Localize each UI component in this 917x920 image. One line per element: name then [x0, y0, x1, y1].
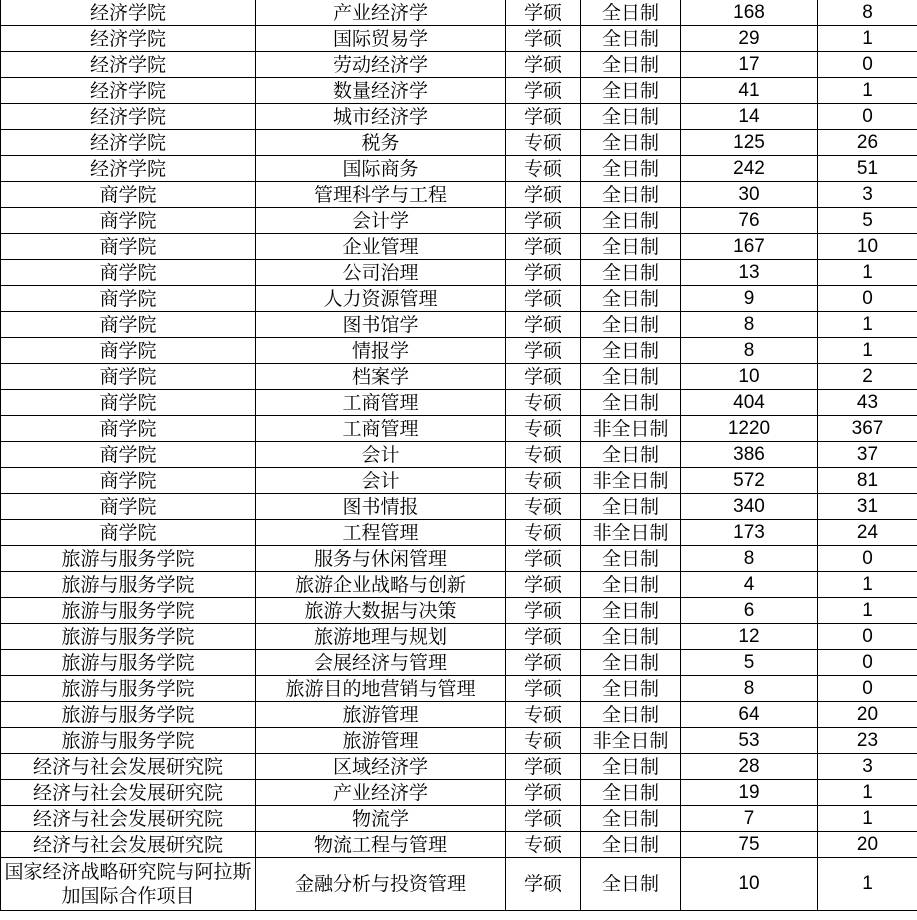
- admitted-cell: 20: [818, 702, 917, 728]
- table-row: [1, 78, 917, 104]
- major-cell: 图书馆学: [256, 312, 506, 338]
- major-cell: 区域经济学: [256, 754, 506, 780]
- table-row: [1, 806, 917, 832]
- table-row: [1, 624, 917, 650]
- table-row: [1, 0, 917, 26]
- admitted-cell: 5: [818, 208, 917, 234]
- major-cell: 服务与休闲管理: [256, 546, 506, 572]
- applicants-cell: 4: [681, 572, 818, 598]
- admitted-cell: 1: [818, 858, 917, 911]
- degree-type-cell: 学硕: [506, 572, 581, 598]
- applicants-cell: 168: [681, 0, 818, 26]
- major-cell: 管理科学与工程: [256, 182, 506, 208]
- study-mode-cell: 全日制: [581, 754, 681, 780]
- applicants-cell: 76: [681, 208, 818, 234]
- table-row: [1, 234, 917, 260]
- study-mode-cell: 非全日制: [581, 728, 681, 754]
- study-mode-cell: 全日制: [581, 702, 681, 728]
- college-cell: 商学院: [1, 234, 256, 260]
- applicants-cell: 17: [681, 52, 818, 78]
- degree-type-cell: 学硕: [506, 52, 581, 78]
- admitted-cell: 51: [818, 156, 917, 182]
- admitted-cell: 0: [818, 650, 917, 676]
- college-cell: 商学院: [1, 364, 256, 390]
- study-mode-cell: 全日制: [581, 52, 681, 78]
- admitted-cell: 0: [818, 286, 917, 312]
- admitted-cell: 3: [818, 754, 917, 780]
- study-mode-cell: 全日制: [581, 494, 681, 520]
- college-cell: 旅游与服务学院: [1, 728, 256, 754]
- college-cell: 经济与社会发展研究院: [1, 754, 256, 780]
- college-cell: 商学院: [1, 494, 256, 520]
- degree-type-cell: 学硕: [506, 26, 581, 52]
- college-cell: 旅游与服务学院: [1, 624, 256, 650]
- college-cell: 旅游与服务学院: [1, 676, 256, 702]
- major-cell: 档案学: [256, 364, 506, 390]
- major-cell: 国际贸易学: [256, 26, 506, 52]
- college-cell: 经济学院: [1, 104, 256, 130]
- study-mode-cell: 全日制: [581, 78, 681, 104]
- major-cell: 旅游地理与规划: [256, 624, 506, 650]
- admitted-cell: 367: [818, 416, 917, 442]
- college-cell: 经济与社会发展研究院: [1, 832, 256, 858]
- college-cell: 经济学院: [1, 130, 256, 156]
- study-mode-cell: 全日制: [581, 104, 681, 130]
- admitted-cell: 0: [818, 52, 917, 78]
- table-row: [1, 468, 917, 494]
- degree-type-cell: 专硕: [506, 442, 581, 468]
- degree-type-cell: 专硕: [506, 494, 581, 520]
- college-cell: 商学院: [1, 338, 256, 364]
- degree-type-cell: 学硕: [506, 650, 581, 676]
- degree-type-cell: 专硕: [506, 416, 581, 442]
- table-row: [1, 156, 917, 182]
- major-cell: 金融分析与投资管理: [256, 858, 506, 911]
- table-row: [1, 26, 917, 52]
- college-cell: 经济与社会发展研究院: [1, 780, 256, 806]
- table-row: [1, 650, 917, 676]
- major-cell: 会计学: [256, 208, 506, 234]
- college-cell: 商学院: [1, 468, 256, 494]
- college-cell: 商学院: [1, 208, 256, 234]
- study-mode-cell: 全日制: [581, 442, 681, 468]
- admitted-cell: 2: [818, 364, 917, 390]
- study-mode-cell: 全日制: [581, 156, 681, 182]
- degree-type-cell: 学硕: [506, 546, 581, 572]
- table-row: [1, 442, 917, 468]
- table-row: [1, 728, 917, 754]
- applicants-cell: 572: [681, 468, 818, 494]
- major-cell: 工商管理: [256, 390, 506, 416]
- table-row: [1, 208, 917, 234]
- degree-type-cell: 专硕: [506, 156, 581, 182]
- applicants-cell: 386: [681, 442, 818, 468]
- degree-type-cell: 学硕: [506, 182, 581, 208]
- applicants-cell: 14: [681, 104, 818, 130]
- admitted-cell: 20: [818, 832, 917, 858]
- applicants-cell: 19: [681, 780, 818, 806]
- admitted-cell: 37: [818, 442, 917, 468]
- applicants-cell: 404: [681, 390, 818, 416]
- applicants-cell: 8: [681, 546, 818, 572]
- college-cell: 国家经济战略研究院与阿拉斯加国际合作项目: [1, 858, 256, 911]
- admitted-cell: 1: [818, 598, 917, 624]
- applicants-cell: 7: [681, 806, 818, 832]
- applicants-cell: 12: [681, 624, 818, 650]
- degree-type-cell: 学硕: [506, 780, 581, 806]
- table-row: [1, 702, 917, 728]
- table-row: [1, 520, 917, 546]
- college-cell: 经济与社会发展研究院: [1, 806, 256, 832]
- college-cell: 商学院: [1, 182, 256, 208]
- admitted-cell: 31: [818, 494, 917, 520]
- college-cell: 商学院: [1, 442, 256, 468]
- admitted-cell: 1: [818, 780, 917, 806]
- admitted-cell: 43: [818, 390, 917, 416]
- major-cell: 城市经济学: [256, 104, 506, 130]
- admitted-cell: 0: [818, 546, 917, 572]
- table-row: [1, 754, 917, 780]
- college-cell: 商学院: [1, 520, 256, 546]
- table-row: [1, 546, 917, 572]
- major-cell: 工商管理: [256, 416, 506, 442]
- study-mode-cell: 全日制: [581, 130, 681, 156]
- degree-type-cell: 学硕: [506, 338, 581, 364]
- admitted-cell: 1: [818, 78, 917, 104]
- study-mode-cell: 全日制: [581, 650, 681, 676]
- study-mode-cell: 全日制: [581, 624, 681, 650]
- college-cell: 旅游与服务学院: [1, 572, 256, 598]
- study-mode-cell: 全日制: [581, 390, 681, 416]
- major-cell: 劳动经济学: [256, 52, 506, 78]
- applicants-cell: 29: [681, 26, 818, 52]
- applicants-cell: 1220: [681, 416, 818, 442]
- study-mode-cell: 全日制: [581, 780, 681, 806]
- study-mode-cell: 全日制: [581, 676, 681, 702]
- table-row: [1, 260, 917, 286]
- table-row: [1, 390, 917, 416]
- admitted-cell: 0: [818, 676, 917, 702]
- college-cell: 旅游与服务学院: [1, 650, 256, 676]
- applicants-cell: 8: [681, 338, 818, 364]
- applicants-cell: 10: [681, 364, 818, 390]
- table-row: [1, 130, 917, 156]
- degree-type-cell: 学硕: [506, 598, 581, 624]
- degree-type-cell: 学硕: [506, 234, 581, 260]
- admitted-cell: 0: [818, 104, 917, 130]
- table-row: [1, 52, 917, 78]
- major-cell: 工程管理: [256, 520, 506, 546]
- degree-type-cell: 专硕: [506, 702, 581, 728]
- study-mode-cell: 全日制: [581, 806, 681, 832]
- major-cell: 情报学: [256, 338, 506, 364]
- college-cell: 经济学院: [1, 26, 256, 52]
- degree-type-cell: 学硕: [506, 806, 581, 832]
- degree-type-cell: 学硕: [506, 754, 581, 780]
- admitted-cell: 1: [818, 312, 917, 338]
- admitted-cell: 81: [818, 468, 917, 494]
- major-cell: 会计: [256, 468, 506, 494]
- applicants-cell: 6: [681, 598, 818, 624]
- college-cell: 商学院: [1, 312, 256, 338]
- applicants-cell: 28: [681, 754, 818, 780]
- degree-type-cell: 专硕: [506, 520, 581, 546]
- college-cell: 商学院: [1, 390, 256, 416]
- table-row: [1, 104, 917, 130]
- college-cell: 旅游与服务学院: [1, 702, 256, 728]
- major-cell: 旅游管理: [256, 702, 506, 728]
- major-cell: 产业经济学: [256, 780, 506, 806]
- applicants-cell: 53: [681, 728, 818, 754]
- major-cell: 旅游企业战略与创新: [256, 572, 506, 598]
- college-cell: 经济学院: [1, 52, 256, 78]
- table-row: [1, 598, 917, 624]
- table-row: [1, 494, 917, 520]
- study-mode-cell: 全日制: [581, 546, 681, 572]
- applicants-cell: 75: [681, 832, 818, 858]
- study-mode-cell: 全日制: [581, 858, 681, 911]
- study-mode-cell: 非全日制: [581, 468, 681, 494]
- table-row: [1, 780, 917, 806]
- major-cell: 图书情报: [256, 494, 506, 520]
- degree-type-cell: 学硕: [506, 312, 581, 338]
- study-mode-cell: 全日制: [581, 364, 681, 390]
- degree-type-cell: 专硕: [506, 832, 581, 858]
- applicants-cell: 8: [681, 676, 818, 702]
- applicants-cell: 30: [681, 182, 818, 208]
- study-mode-cell: 全日制: [581, 182, 681, 208]
- applicants-cell: 242: [681, 156, 818, 182]
- admitted-cell: 3: [818, 182, 917, 208]
- major-cell: 会展经济与管理: [256, 650, 506, 676]
- degree-type-cell: 专硕: [506, 728, 581, 754]
- applicants-cell: 125: [681, 130, 818, 156]
- applicants-cell: 13: [681, 260, 818, 286]
- major-cell: 人力资源管理: [256, 286, 506, 312]
- college-cell: 商学院: [1, 416, 256, 442]
- study-mode-cell: 全日制: [581, 260, 681, 286]
- degree-type-cell: 学硕: [506, 0, 581, 26]
- major-cell: 产业经济学: [256, 0, 506, 26]
- study-mode-cell: 全日制: [581, 338, 681, 364]
- applicants-cell: 64: [681, 702, 818, 728]
- major-cell: 数量经济学: [256, 78, 506, 104]
- applicants-cell: 9: [681, 286, 818, 312]
- applicants-cell: 5: [681, 650, 818, 676]
- degree-type-cell: 专硕: [506, 390, 581, 416]
- admitted-cell: 1: [818, 260, 917, 286]
- admitted-cell: 1: [818, 572, 917, 598]
- study-mode-cell: 全日制: [581, 234, 681, 260]
- table-row: [1, 832, 917, 858]
- major-cell: 旅游管理: [256, 728, 506, 754]
- degree-type-cell: 专硕: [506, 468, 581, 494]
- table-body: [1, 0, 917, 911]
- admitted-cell: 0: [818, 624, 917, 650]
- study-mode-cell: 全日制: [581, 26, 681, 52]
- table-row: [1, 364, 917, 390]
- major-cell: 企业管理: [256, 234, 506, 260]
- applicants-cell: 8: [681, 312, 818, 338]
- table-row: [1, 676, 917, 702]
- degree-type-cell: 学硕: [506, 624, 581, 650]
- admitted-cell: 10: [818, 234, 917, 260]
- major-cell: 物流工程与管理: [256, 832, 506, 858]
- admitted-cell: 1: [818, 338, 917, 364]
- table-row: [1, 338, 917, 364]
- applicants-cell: 340: [681, 494, 818, 520]
- degree-type-cell: 学硕: [506, 260, 581, 286]
- study-mode-cell: 非全日制: [581, 520, 681, 546]
- table-row: [1, 182, 917, 208]
- applicants-cell: 167: [681, 234, 818, 260]
- major-cell: 物流学: [256, 806, 506, 832]
- degree-type-cell: 学硕: [506, 676, 581, 702]
- degree-type-cell: 学硕: [506, 364, 581, 390]
- study-mode-cell: 全日制: [581, 598, 681, 624]
- college-cell: 商学院: [1, 286, 256, 312]
- college-cell: 商学院: [1, 260, 256, 286]
- college-cell: 旅游与服务学院: [1, 546, 256, 572]
- major-cell: 旅游大数据与决策: [256, 598, 506, 624]
- study-mode-cell: 全日制: [581, 0, 681, 26]
- admitted-cell: 1: [818, 26, 917, 52]
- admitted-cell: 26: [818, 130, 917, 156]
- applicants-cell: 10: [681, 858, 818, 911]
- table-row: [1, 416, 917, 442]
- table-row: [1, 312, 917, 338]
- degree-type-cell: 专硕: [506, 130, 581, 156]
- table-row: [1, 858, 917, 911]
- admitted-cell: 1: [818, 806, 917, 832]
- study-mode-cell: 全日制: [581, 286, 681, 312]
- major-cell: 旅游目的地营销与管理: [256, 676, 506, 702]
- degree-type-cell: 学硕: [506, 78, 581, 104]
- degree-type-cell: 学硕: [506, 286, 581, 312]
- degree-type-cell: 学硕: [506, 104, 581, 130]
- major-cell: 公司治理: [256, 260, 506, 286]
- degree-type-cell: 学硕: [506, 858, 581, 911]
- table-row: [1, 286, 917, 312]
- admitted-cell: 23: [818, 728, 917, 754]
- applicants-cell: 173: [681, 520, 818, 546]
- college-cell: 经济学院: [1, 156, 256, 182]
- study-mode-cell: 全日制: [581, 832, 681, 858]
- study-mode-cell: 全日制: [581, 572, 681, 598]
- study-mode-cell: 全日制: [581, 208, 681, 234]
- admitted-cell: 24: [818, 520, 917, 546]
- table-row: [1, 572, 917, 598]
- college-cell: 旅游与服务学院: [1, 598, 256, 624]
- study-mode-cell: 非全日制: [581, 416, 681, 442]
- major-cell: 会计: [256, 442, 506, 468]
- applicants-cell: 41: [681, 78, 818, 104]
- college-cell: 经济学院: [1, 78, 256, 104]
- major-cell: 国际商务: [256, 156, 506, 182]
- degree-type-cell: 学硕: [506, 208, 581, 234]
- major-cell: 税务: [256, 130, 506, 156]
- study-mode-cell: 全日制: [581, 312, 681, 338]
- admitted-cell: 8: [818, 0, 917, 26]
- college-cell: 经济学院: [1, 0, 256, 26]
